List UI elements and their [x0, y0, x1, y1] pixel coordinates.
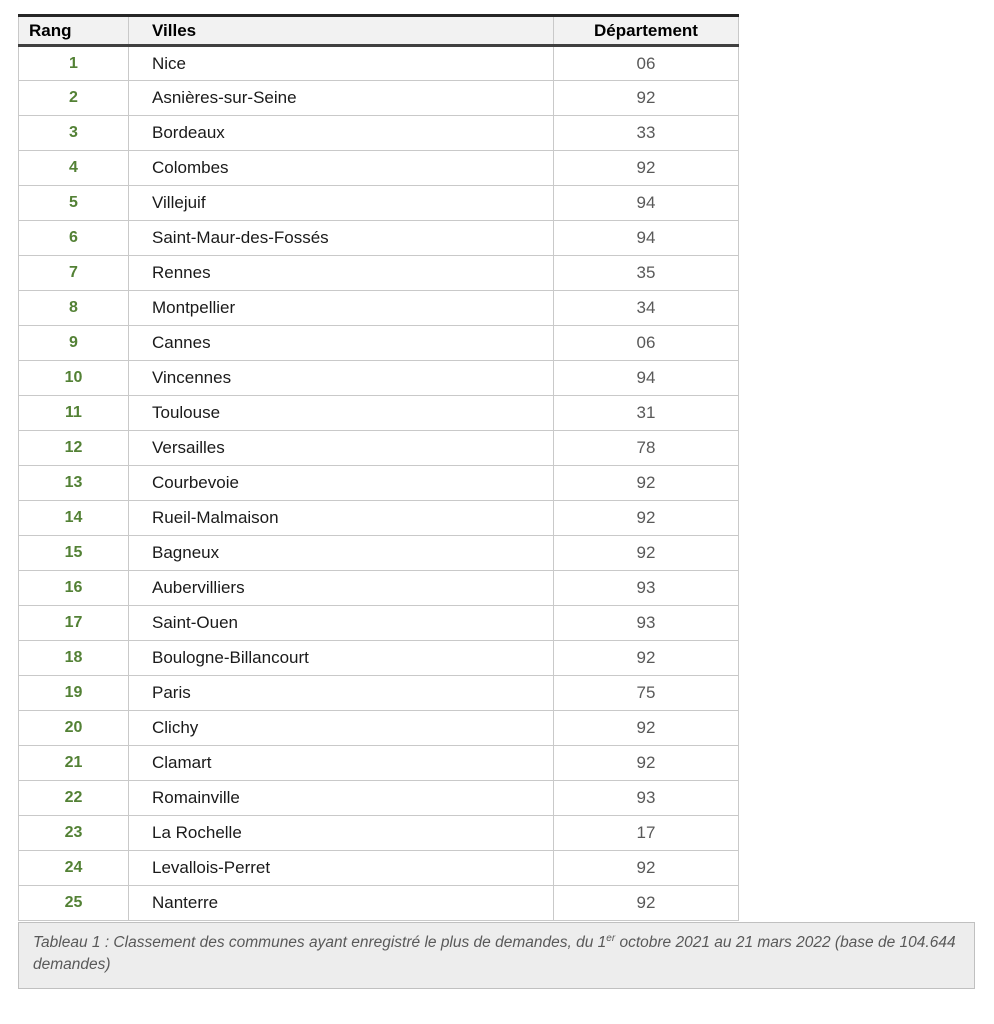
department-cell: 93: [554, 606, 739, 641]
table-row: [19, 81, 739, 116]
city-cell: Saint-Maur-des-Fossés: [129, 221, 554, 256]
table-row: [19, 571, 739, 606]
table-row: [19, 186, 739, 221]
department-cell: 34: [554, 291, 739, 326]
city-cell: Bagneux: [129, 536, 554, 571]
city-cell: Cannes: [129, 326, 554, 361]
city-cell: Clamart: [129, 746, 554, 781]
city-cell: Rennes: [129, 256, 554, 291]
table-header: [19, 16, 739, 46]
rank-cell: 1: [19, 46, 129, 81]
city-cell: Aubervilliers: [129, 571, 554, 606]
table-row: [19, 256, 739, 291]
city-cell: Levallois-Perret: [129, 851, 554, 886]
city-cell: Toulouse: [129, 396, 554, 431]
table-row: [19, 676, 739, 711]
column-header-villes: Villes: [129, 16, 554, 46]
city-cell: Nice: [129, 46, 554, 81]
city-cell: Rueil-Malmaison: [129, 501, 554, 536]
header-row: [19, 16, 739, 46]
department-cell: 94: [554, 361, 739, 396]
rank-cell: 10: [19, 361, 129, 396]
department-cell: 06: [554, 326, 739, 361]
rank-cell: 11: [19, 396, 129, 431]
table-row: [19, 606, 739, 641]
rank-cell: 12: [19, 431, 129, 466]
department-cell: 17: [554, 816, 739, 851]
rank-cell: 21: [19, 746, 129, 781]
city-cell: Montpellier: [129, 291, 554, 326]
department-cell: 94: [554, 221, 739, 256]
rank-cell: 23: [19, 816, 129, 851]
table-row: [19, 746, 739, 781]
rank-cell: 3: [19, 116, 129, 151]
table-row: [19, 151, 739, 186]
city-cell: Saint-Ouen: [129, 606, 554, 641]
table-row: [19, 886, 739, 921]
rank-cell: 6: [19, 221, 129, 256]
rank-cell: 24: [19, 851, 129, 886]
department-cell: 92: [554, 501, 739, 536]
rank-cell: 22: [19, 781, 129, 816]
department-cell: 94: [554, 186, 739, 221]
city-cell: Asnières-sur-Seine: [129, 81, 554, 116]
department-cell: 92: [554, 536, 739, 571]
city-cell: Colombes: [129, 151, 554, 186]
rank-cell: 5: [19, 186, 129, 221]
rank-cell: 16: [19, 571, 129, 606]
rank-cell: 4: [19, 151, 129, 186]
department-cell: 92: [554, 81, 739, 116]
column-header-departement: Département: [554, 16, 739, 46]
table-row: [19, 501, 739, 536]
table-row: [19, 326, 739, 361]
rank-cell: 17: [19, 606, 129, 641]
table-row: [19, 711, 739, 746]
table-caption: [18, 922, 975, 989]
city-cell: Nanterre: [129, 886, 554, 921]
table-row: [19, 221, 739, 256]
rank-cell: 14: [19, 501, 129, 536]
table-row: [19, 46, 739, 81]
department-cell: 93: [554, 781, 739, 816]
table-row: [19, 536, 739, 571]
department-cell: 78: [554, 431, 739, 466]
city-cell: Clichy: [129, 711, 554, 746]
rank-cell: 15: [19, 536, 129, 571]
table-row: [19, 466, 739, 501]
table-row: [19, 396, 739, 431]
caption-text-rest: octobre 2021 au 21 mars 2022 (base de 104.644 demandes): [33, 934, 956, 974]
table-row: [19, 851, 739, 886]
city-cell: Romainville: [129, 781, 554, 816]
caption-text-start: Tableau 1 : Classement des communes ayant enregistré le plus de demandes, du 1: [33, 934, 607, 951]
rank-cell: 8: [19, 291, 129, 326]
rank-cell: 7: [19, 256, 129, 291]
rank-cell: 19: [19, 676, 129, 711]
city-cell: La Rochelle: [129, 816, 554, 851]
department-cell: 92: [554, 641, 739, 676]
ranking-table: [18, 14, 739, 921]
rank-cell: 18: [19, 641, 129, 676]
department-cell: 92: [554, 886, 739, 921]
city-cell: Paris: [129, 676, 554, 711]
table-row: [19, 641, 739, 676]
department-cell: 92: [554, 466, 739, 501]
department-cell: 31: [554, 396, 739, 431]
table-row: [19, 116, 739, 151]
rank-cell: 2: [19, 81, 129, 116]
rank-cell: 13: [19, 466, 129, 501]
table-body: [19, 46, 739, 921]
table-row: [19, 431, 739, 466]
rank-cell: 25: [19, 886, 129, 921]
table-row: [19, 291, 739, 326]
department-cell: 75: [554, 676, 739, 711]
city-cell: Vincennes: [129, 361, 554, 396]
department-cell: 33: [554, 116, 739, 151]
rank-cell: 9: [19, 326, 129, 361]
caption-superscript: er: [606, 932, 616, 944]
city-cell: Courbevoie: [129, 466, 554, 501]
city-cell: Bordeaux: [129, 116, 554, 151]
city-cell: Versailles: [129, 431, 554, 466]
city-cell: Villejuif: [129, 186, 554, 221]
table-row: [19, 361, 739, 396]
department-cell: 06: [554, 46, 739, 81]
department-cell: 92: [554, 711, 739, 746]
city-cell: Boulogne-Billancourt: [129, 641, 554, 676]
department-cell: 92: [554, 151, 739, 186]
rank-cell: 20: [19, 711, 129, 746]
table-row: [19, 781, 739, 816]
department-cell: 35: [554, 256, 739, 291]
table-row: [19, 816, 739, 851]
department-cell: 92: [554, 746, 739, 781]
column-header-rang: Rang: [19, 16, 129, 46]
department-cell: 93: [554, 571, 739, 606]
department-cell: 92: [554, 851, 739, 886]
